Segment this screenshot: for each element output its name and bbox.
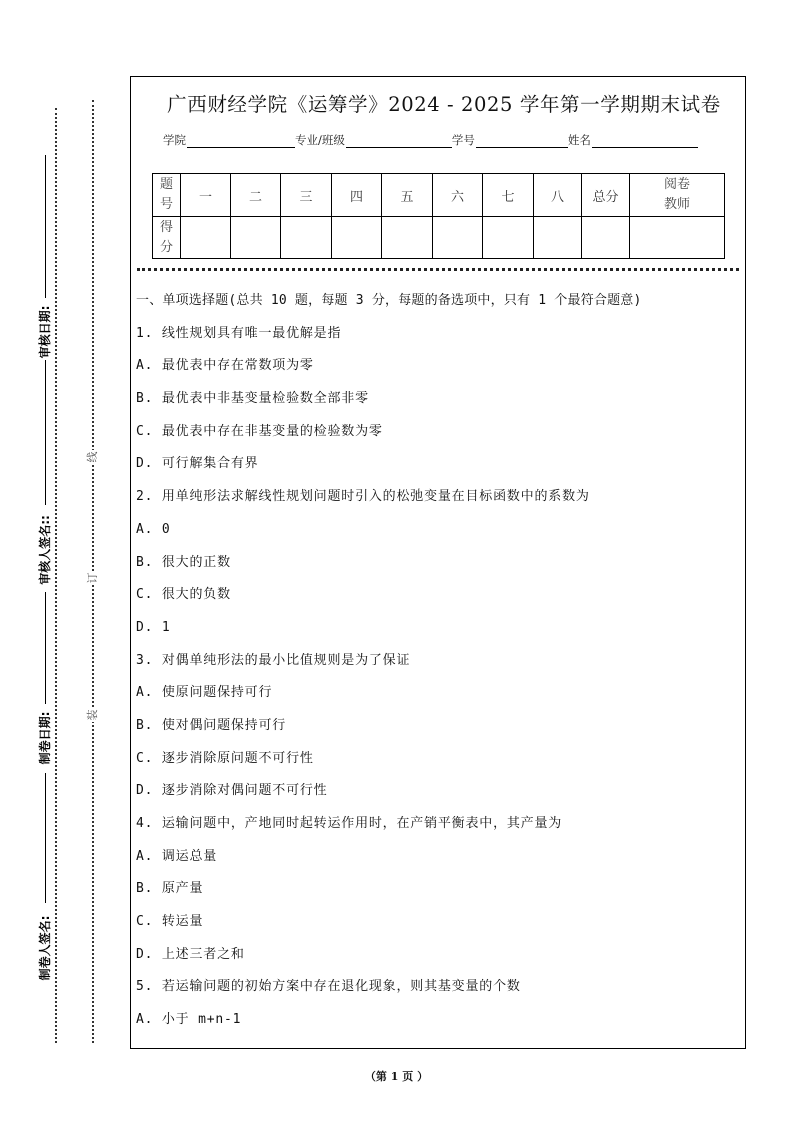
score-cell[interactable]	[433, 217, 483, 259]
score-table-header-row	[153, 174, 725, 217]
grader-line: 教师	[663, 197, 690, 212]
header-char: 分	[159, 239, 173, 255]
question-number-header	[153, 174, 181, 217]
column-header: 八	[534, 174, 582, 217]
college-label: 学院	[163, 133, 186, 147]
signature-line-review-date	[45, 155, 46, 298]
score-cell[interactable]	[281, 217, 332, 259]
column-header: 四	[332, 174, 382, 217]
option: C. 很大的负数	[136, 587, 231, 603]
score-cell[interactable]	[483, 217, 534, 259]
option: C. 最优表中存在非基变量的检验数为零	[136, 423, 383, 439]
column-header: 一	[181, 174, 231, 217]
column-header: 六	[433, 174, 483, 217]
exam-title: 广西财经学院《运筹学》2024 - 2025 学年第一学期期末试卷	[167, 93, 721, 116]
score-cell[interactable]	[534, 217, 582, 259]
option: B. 使对偶问题保持可行	[136, 717, 287, 733]
option: A. 0	[136, 521, 171, 537]
column-header: 三	[281, 174, 332, 217]
signature-line-make-signature	[45, 773, 46, 903]
cut-mark-zhuang: 装	[86, 709, 99, 721]
score-cell[interactable]	[382, 217, 433, 259]
dotted-cut-line-inner	[55, 108, 57, 1043]
name-label: 姓名	[567, 133, 591, 147]
grader-header	[630, 174, 725, 217]
option: D. 可行解集合有界	[136, 456, 259, 472]
exam-page-frame	[130, 76, 746, 1049]
make-date-label: 制卷日期:	[37, 711, 52, 765]
college-field[interactable]	[187, 134, 295, 148]
grader-line: 阅卷	[663, 177, 690, 192]
score-row-header	[153, 217, 181, 259]
grader-cell[interactable]	[630, 217, 725, 259]
student-info-row	[163, 132, 723, 148]
student-id-label: 学号	[451, 133, 475, 147]
option: B. 很大的正数	[136, 554, 231, 570]
major-class-field[interactable]	[346, 134, 452, 148]
student-id-field[interactable]	[476, 134, 568, 148]
option: A. 调运总量	[136, 848, 218, 864]
score-table-score-row	[153, 217, 725, 259]
exam-content	[136, 291, 741, 1043]
section-heading: 一、单项选择题(总共 10 题，每题 3 分，每题的备选项中，只有 1 个最符合题意)	[136, 293, 642, 308]
cut-mark-xian: 线	[86, 451, 99, 463]
column-header-total: 总分	[582, 174, 630, 217]
dotted-separator	[137, 268, 739, 271]
signature-line-review-signature	[45, 360, 46, 505]
question-stem: 4. 运输问题中，产地同时起转运作用时，在产销平衡表中，其产量为	[136, 816, 563, 831]
option: A. 小于 m+n-1	[136, 1012, 242, 1028]
option: B. 原产量	[136, 881, 204, 897]
option: C. 转运量	[136, 914, 204, 930]
score-cell-total[interactable]	[582, 217, 630, 259]
question-stem: 2. 用单纯形法求解线性规划问题时引入的松弛变量在目标函数中的系数为	[136, 489, 590, 505]
header-char: 号	[159, 197, 173, 212]
option: A. 使原问题保持可行	[136, 685, 273, 701]
page-number: （第 1 页 ）	[364, 1070, 429, 1083]
header-char: 题	[159, 177, 173, 192]
signature-line-make-date	[45, 592, 46, 704]
cut-mark-ding: 订	[86, 572, 99, 584]
option: D. 逐步消除对偶问题不可行性	[136, 783, 328, 799]
score-cell[interactable]	[181, 217, 231, 259]
option: A. 最优表中存在常数项为零	[136, 358, 314, 374]
option: D. 1	[136, 619, 171, 635]
option: D. 上述三者之和	[136, 946, 245, 962]
column-header: 二	[231, 174, 281, 217]
score-cell[interactable]	[332, 217, 382, 259]
make-signature-label: 制卷人签名:	[37, 915, 52, 981]
option: B. 最优表中非基变量检验数全部非零	[136, 391, 369, 407]
review-signature-label: 审核人签名::	[37, 515, 52, 585]
major-class-label: 专业/班级	[295, 133, 345, 147]
name-field[interactable]	[592, 134, 698, 148]
option: C. 逐步消除原问题不可行性	[136, 750, 314, 766]
question-stem: 5. 若运输问题的初始方案中存在退化现象，则其基变量的个数	[136, 979, 521, 995]
question-stem: 1. 线性规划具有唯一最优解是指	[136, 325, 342, 341]
score-cell[interactable]	[231, 217, 281, 259]
review-date-label: 审核日期:	[37, 305, 52, 359]
column-header: 五	[382, 174, 433, 217]
column-header: 七	[483, 174, 534, 217]
score-table	[152, 173, 725, 259]
header-char: 得	[159, 219, 173, 235]
question-stem: 3. 对偶单纯形法的最小比值规则是为了保证	[136, 652, 411, 668]
